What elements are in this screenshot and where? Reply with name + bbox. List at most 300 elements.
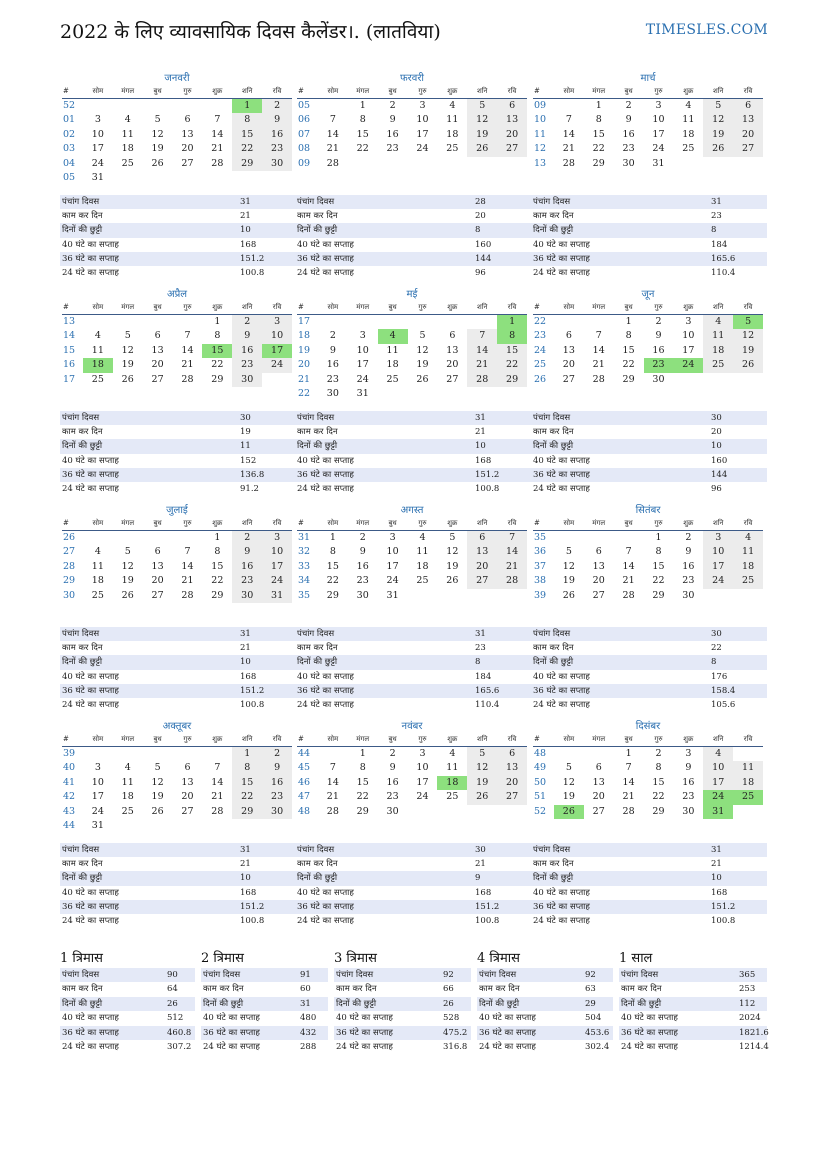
- day-cell[interactable]: 18: [437, 776, 467, 790]
- day-cell[interactable]: 17: [91, 143, 104, 155]
- day-cell[interactable]: 1: [232, 747, 262, 761]
- day-cell[interactable]: 5: [124, 546, 131, 558]
- day-cell[interactable]: 20: [181, 791, 194, 803]
- day-cell[interactable]: 11: [682, 114, 695, 126]
- day-cell[interactable]: 1: [359, 100, 366, 111]
- day-cell[interactable]: 10: [703, 545, 733, 559]
- day-cell[interactable]: 3: [262, 315, 292, 329]
- day-cell[interactable]: 11: [91, 344, 104, 356]
- day-cell[interactable]: 19: [121, 575, 134, 587]
- day-cell[interactable]: 6: [497, 99, 527, 113]
- day-cell[interactable]: 4: [703, 747, 733, 761]
- day-cell[interactable]: 27: [181, 805, 194, 817]
- day-cell[interactable]: 22: [211, 575, 224, 587]
- day-cell[interactable]: 20: [562, 359, 575, 371]
- day-cell[interactable]: 31: [91, 171, 104, 183]
- day-cell[interactable]: 25: [121, 805, 134, 817]
- day-cell[interactable]: 10: [386, 546, 399, 558]
- day-cell[interactable]: 3: [94, 762, 101, 774]
- day-cell[interactable]: 14: [211, 128, 224, 140]
- day-cell[interactable]: 9: [329, 344, 336, 356]
- day-cell[interactable]: 27: [497, 142, 527, 156]
- day-cell[interactable]: 1: [214, 532, 221, 543]
- day-cell[interactable]: 5: [703, 99, 733, 113]
- day-cell[interactable]: 6: [565, 330, 572, 342]
- day-cell[interactable]: 5: [565, 546, 572, 558]
- day-cell[interactable]: 3: [685, 316, 692, 327]
- day-cell[interactable]: 22: [652, 575, 665, 587]
- day-cell[interactable]: 14: [592, 344, 605, 356]
- day-cell[interactable]: 17: [262, 344, 292, 358]
- day-cell[interactable]: 16: [682, 560, 695, 572]
- day-cell[interactable]: 23: [232, 358, 262, 372]
- day-cell[interactable]: 13: [592, 560, 605, 572]
- day-cell[interactable]: 23: [386, 143, 399, 155]
- day-cell[interactable]: 14: [622, 560, 635, 572]
- day-cell[interactable]: 15: [652, 776, 665, 788]
- day-cell[interactable]: 22: [326, 575, 339, 587]
- day-cell[interactable]: 18: [386, 359, 399, 371]
- day-cell[interactable]: 6: [595, 546, 602, 558]
- day-cell[interactable]: 31: [386, 589, 399, 601]
- day-cell[interactable]: 27: [181, 157, 194, 169]
- day-cell[interactable]: 23: [622, 143, 635, 155]
- day-cell[interactable]: 2: [262, 99, 292, 113]
- day-cell[interactable]: 18: [121, 791, 134, 803]
- day-cell[interactable]: 29: [652, 805, 665, 817]
- day-cell[interactable]: 11: [733, 761, 763, 775]
- day-cell[interactable]: 20: [497, 128, 527, 142]
- day-cell[interactable]: 22: [592, 143, 605, 155]
- day-cell[interactable]: 28: [497, 574, 527, 588]
- day-cell[interactable]: 9: [262, 113, 292, 127]
- day-cell[interactable]: 13: [446, 344, 459, 356]
- day-cell[interactable]: 15: [232, 128, 262, 142]
- day-cell[interactable]: 2: [685, 532, 692, 543]
- day-cell[interactable]: 9: [685, 762, 692, 774]
- day-cell[interactable]: 31: [703, 805, 733, 819]
- day-cell[interactable]: 25: [703, 358, 733, 372]
- day-cell[interactable]: 18: [682, 128, 695, 140]
- day-cell[interactable]: 7: [184, 546, 191, 558]
- day-cell[interactable]: 18: [446, 128, 459, 140]
- day-cell[interactable]: 24: [91, 805, 104, 817]
- day-cell[interactable]: 24: [703, 790, 733, 804]
- day-cell[interactable]: 2: [359, 532, 366, 543]
- day-cell[interactable]: 12: [703, 113, 733, 127]
- day-cell[interactable]: 13: [467, 545, 497, 559]
- day-cell[interactable]: 12: [562, 776, 575, 788]
- day-cell[interactable]: 8: [359, 762, 366, 774]
- day-cell[interactable]: 23: [644, 358, 674, 372]
- day-cell[interactable]: 4: [124, 762, 131, 774]
- day-cell[interactable]: 5: [467, 747, 497, 761]
- day-cell[interactable]: 10: [652, 114, 665, 126]
- day-cell[interactable]: 16: [652, 344, 665, 356]
- day-cell[interactable]: 1: [232, 99, 262, 113]
- day-cell[interactable]: 28: [181, 589, 194, 601]
- day-cell[interactable]: 23: [386, 791, 399, 803]
- day-cell[interactable]: 16: [262, 776, 292, 790]
- day-cell[interactable]: 20: [592, 575, 605, 587]
- day-cell[interactable]: 4: [703, 315, 733, 329]
- day-cell[interactable]: 4: [94, 330, 101, 342]
- day-cell[interactable]: 27: [592, 805, 605, 817]
- day-cell[interactable]: 30: [356, 589, 369, 601]
- day-cell[interactable]: 9: [232, 545, 262, 559]
- day-cell[interactable]: 30: [262, 805, 292, 819]
- day-cell[interactable]: 19: [151, 791, 164, 803]
- day-cell[interactable]: 21: [181, 359, 194, 371]
- day-cell[interactable]: 29: [211, 589, 224, 601]
- day-cell[interactable]: 24: [356, 373, 369, 385]
- day-cell[interactable]: 9: [389, 114, 396, 126]
- day-cell[interactable]: 21: [211, 791, 224, 803]
- day-cell[interactable]: 8: [214, 330, 221, 342]
- day-cell[interactable]: 21: [622, 791, 635, 803]
- day-cell[interactable]: 6: [497, 747, 527, 761]
- day-cell[interactable]: 9: [389, 762, 396, 774]
- day-cell[interactable]: 6: [467, 531, 497, 545]
- day-cell[interactable]: 12: [121, 344, 134, 356]
- day-cell[interactable]: 21: [622, 575, 635, 587]
- day-cell[interactable]: 20: [467, 560, 497, 574]
- day-cell[interactable]: 10: [356, 344, 369, 356]
- day-cell[interactable]: 6: [595, 762, 602, 774]
- day-cell[interactable]: 12: [416, 344, 429, 356]
- day-cell[interactable]: 11: [446, 762, 459, 774]
- day-cell[interactable]: 4: [685, 100, 692, 111]
- day-cell[interactable]: 23: [356, 575, 369, 587]
- day-cell[interactable]: 2: [232, 315, 262, 329]
- day-cell[interactable]: 15: [211, 560, 224, 572]
- day-cell[interactable]: 8: [655, 762, 662, 774]
- day-cell[interactable]: 9: [685, 546, 692, 558]
- day-cell[interactable]: 2: [655, 748, 662, 759]
- day-cell[interactable]: 19: [467, 128, 497, 142]
- day-cell[interactable]: 31: [262, 589, 292, 603]
- day-cell[interactable]: 18: [83, 358, 113, 372]
- day-cell[interactable]: 25: [682, 143, 695, 155]
- day-cell[interactable]: 22: [232, 142, 262, 156]
- day-cell[interactable]: 23: [326, 373, 339, 385]
- day-cell[interactable]: 26: [467, 790, 497, 804]
- day-cell[interactable]: 6: [184, 762, 191, 774]
- day-cell[interactable]: 6: [184, 114, 191, 126]
- day-cell[interactable]: 12: [562, 560, 575, 572]
- day-cell[interactable]: 5: [124, 330, 131, 342]
- day-cell[interactable]: 27: [467, 574, 497, 588]
- day-cell[interactable]: 3: [703, 531, 733, 545]
- day-cell[interactable]: 27: [562, 373, 575, 385]
- day-cell[interactable]: 25: [416, 575, 429, 587]
- day-cell[interactable]: 14: [181, 560, 194, 572]
- day-cell[interactable]: 16: [262, 128, 292, 142]
- day-cell[interactable]: 22: [652, 791, 665, 803]
- day-cell[interactable]: 26: [121, 589, 134, 601]
- day-cell[interactable]: 7: [565, 114, 572, 126]
- day-cell[interactable]: 1: [595, 100, 602, 111]
- day-cell[interactable]: 28: [592, 373, 605, 385]
- day-cell[interactable]: 28: [211, 805, 224, 817]
- day-cell[interactable]: 2: [329, 330, 336, 342]
- day-cell[interactable]: 23: [262, 142, 292, 156]
- day-cell[interactable]: 3: [389, 532, 396, 543]
- day-cell[interactable]: 5: [449, 532, 456, 543]
- day-cell[interactable]: 23: [682, 575, 695, 587]
- day-cell[interactable]: 28: [326, 157, 339, 169]
- day-cell[interactable]: 12: [733, 329, 763, 343]
- day-cell[interactable]: 17: [703, 776, 733, 790]
- day-cell[interactable]: 21: [211, 143, 224, 155]
- day-cell[interactable]: 29: [326, 589, 339, 601]
- day-cell[interactable]: 16: [232, 344, 262, 358]
- day-cell[interactable]: 26: [703, 142, 733, 156]
- day-cell[interactable]: 25: [91, 373, 104, 385]
- day-cell[interactable]: 17: [262, 560, 292, 574]
- day-cell[interactable]: 30: [232, 373, 262, 387]
- day-cell[interactable]: 29: [232, 157, 262, 171]
- day-cell[interactable]: 16: [386, 128, 399, 140]
- day-cell[interactable]: 13: [151, 344, 164, 356]
- day-cell[interactable]: 19: [121, 359, 134, 371]
- day-cell[interactable]: 16: [622, 128, 635, 140]
- day-cell[interactable]: 14: [622, 776, 635, 788]
- day-cell[interactable]: 26: [562, 589, 575, 601]
- day-cell[interactable]: 16: [356, 560, 369, 572]
- day-cell[interactable]: 16: [386, 776, 399, 788]
- day-cell[interactable]: 2: [625, 100, 632, 111]
- day-cell[interactable]: 25: [446, 143, 459, 155]
- day-cell[interactable]: 3: [419, 748, 426, 759]
- day-cell[interactable]: 12: [467, 113, 497, 127]
- day-cell[interactable]: 28: [562, 157, 575, 169]
- day-cell[interactable]: 2: [389, 100, 396, 111]
- day-cell[interactable]: 19: [151, 143, 164, 155]
- day-cell[interactable]: 25: [446, 791, 459, 803]
- day-cell[interactable]: 21: [562, 143, 575, 155]
- day-cell[interactable]: 14: [467, 344, 497, 358]
- day-cell[interactable]: 18: [733, 560, 763, 574]
- day-cell[interactable]: 26: [554, 805, 584, 819]
- day-cell[interactable]: 29: [592, 157, 605, 169]
- day-cell[interactable]: 15: [592, 128, 605, 140]
- day-cell[interactable]: 17: [91, 791, 104, 803]
- day-cell[interactable]: 3: [359, 330, 366, 342]
- site-brand[interactable]: TIMESLES.COM: [645, 22, 768, 38]
- day-cell[interactable]: 12: [151, 128, 164, 140]
- day-cell[interactable]: 26: [151, 805, 164, 817]
- day-cell[interactable]: 5: [467, 99, 497, 113]
- day-cell[interactable]: 8: [359, 114, 366, 126]
- day-cell[interactable]: 14: [326, 128, 339, 140]
- day-cell[interactable]: 10: [703, 761, 733, 775]
- day-cell[interactable]: 10: [682, 330, 695, 342]
- day-cell[interactable]: 22: [356, 143, 369, 155]
- day-cell[interactable]: 14: [326, 776, 339, 788]
- day-cell[interactable]: 11: [703, 329, 733, 343]
- day-cell[interactable]: 20: [446, 359, 459, 371]
- day-cell[interactable]: 4: [733, 531, 763, 545]
- day-cell[interactable]: 5: [419, 330, 426, 342]
- day-cell[interactable]: 5: [733, 315, 763, 329]
- day-cell[interactable]: 6: [449, 330, 456, 342]
- day-cell[interactable]: 15: [356, 128, 369, 140]
- day-cell[interactable]: 4: [449, 748, 456, 759]
- day-cell[interactable]: 11: [446, 114, 459, 126]
- day-cell[interactable]: 4: [419, 532, 426, 543]
- day-cell[interactable]: 10: [262, 329, 292, 343]
- day-cell[interactable]: 10: [91, 128, 104, 140]
- day-cell[interactable]: 10: [416, 114, 429, 126]
- day-cell[interactable]: 18: [733, 776, 763, 790]
- day-cell[interactable]: 8: [497, 329, 527, 343]
- day-cell[interactable]: 21: [326, 143, 339, 155]
- day-cell[interactable]: 27: [592, 589, 605, 601]
- day-cell[interactable]: 31: [91, 819, 104, 831]
- day-cell[interactable]: 30: [622, 157, 635, 169]
- day-cell[interactable]: 8: [232, 761, 262, 775]
- day-cell[interactable]: 12: [467, 761, 497, 775]
- day-cell[interactable]: 29: [211, 373, 224, 385]
- day-cell[interactable]: 5: [154, 762, 161, 774]
- day-cell[interactable]: 24: [262, 358, 292, 372]
- day-cell[interactable]: 14: [562, 128, 575, 140]
- day-cell[interactable]: 2: [389, 748, 396, 759]
- day-cell[interactable]: 3: [419, 100, 426, 111]
- day-cell[interactable]: 27: [446, 373, 459, 385]
- day-cell[interactable]: 22: [356, 791, 369, 803]
- day-cell[interactable]: 4: [449, 100, 456, 111]
- day-cell[interactable]: 26: [446, 575, 459, 587]
- day-cell[interactable]: 13: [733, 113, 763, 127]
- day-cell[interactable]: 1: [214, 316, 221, 327]
- day-cell[interactable]: 20: [151, 359, 164, 371]
- day-cell[interactable]: 1: [655, 532, 662, 543]
- day-cell[interactable]: 11: [733, 545, 763, 559]
- day-cell[interactable]: 23: [232, 574, 262, 588]
- day-cell[interactable]: 3: [262, 531, 292, 545]
- day-cell[interactable]: 16: [326, 359, 339, 371]
- day-cell[interactable]: 13: [592, 776, 605, 788]
- day-cell[interactable]: 9: [262, 761, 292, 775]
- day-cell[interactable]: 28: [211, 157, 224, 169]
- day-cell[interactable]: 19: [703, 128, 733, 142]
- day-cell[interactable]: 26: [733, 358, 763, 372]
- day-cell[interactable]: 22: [622, 359, 635, 371]
- day-cell[interactable]: 9: [625, 114, 632, 126]
- day-cell[interactable]: 19: [562, 575, 575, 587]
- day-cell[interactable]: 7: [625, 762, 632, 774]
- day-cell[interactable]: 25: [733, 790, 763, 804]
- day-cell[interactable]: 2: [655, 316, 662, 327]
- day-cell[interactable]: 12: [121, 560, 134, 572]
- day-cell[interactable]: 24: [652, 143, 665, 155]
- day-cell[interactable]: 24: [416, 143, 429, 155]
- day-cell[interactable]: 14: [211, 776, 224, 788]
- day-cell[interactable]: 28: [622, 805, 635, 817]
- day-cell[interactable]: 6: [154, 546, 161, 558]
- day-cell[interactable]: 7: [184, 330, 191, 342]
- day-cell[interactable]: 8: [232, 113, 262, 127]
- day-cell[interactable]: 17: [416, 128, 429, 140]
- day-cell[interactable]: 8: [329, 546, 336, 558]
- day-cell[interactable]: 1: [329, 532, 336, 543]
- day-cell[interactable]: 21: [497, 560, 527, 574]
- day-cell[interactable]: 22: [232, 790, 262, 804]
- day-cell[interactable]: 12: [446, 546, 459, 558]
- day-cell[interactable]: 11: [91, 560, 104, 572]
- day-cell[interactable]: 19: [562, 791, 575, 803]
- day-cell[interactable]: 22: [497, 358, 527, 372]
- day-cell[interactable]: 15: [326, 560, 339, 572]
- day-cell[interactable]: 26: [121, 373, 134, 385]
- day-cell[interactable]: 17: [356, 359, 369, 371]
- day-cell[interactable]: 17: [652, 128, 665, 140]
- day-cell[interactable]: 10: [91, 776, 104, 788]
- day-cell[interactable]: 25: [121, 157, 134, 169]
- day-cell[interactable]: 30: [262, 157, 292, 171]
- day-cell[interactable]: 29: [652, 589, 665, 601]
- day-cell[interactable]: 29: [497, 373, 527, 387]
- day-cell[interactable]: 18: [703, 344, 733, 358]
- day-cell[interactable]: 24: [262, 574, 292, 588]
- day-cell[interactable]: 27: [151, 589, 164, 601]
- day-cell[interactable]: 19: [416, 359, 429, 371]
- day-cell[interactable]: 6: [733, 99, 763, 113]
- day-cell[interactable]: 14: [181, 344, 194, 356]
- day-cell[interactable]: 21: [467, 358, 497, 372]
- day-cell[interactable]: 27: [733, 142, 763, 156]
- day-cell[interactable]: 18: [121, 143, 134, 155]
- day-cell[interactable]: 15: [652, 560, 665, 572]
- day-cell[interactable]: 20: [733, 128, 763, 142]
- day-cell[interactable]: 8: [625, 330, 632, 342]
- day-cell[interactable]: 20: [181, 143, 194, 155]
- day-cell[interactable]: 13: [151, 560, 164, 572]
- day-cell[interactable]: 13: [181, 776, 194, 788]
- day-cell[interactable]: 11: [386, 344, 399, 356]
- day-cell[interactable]: 1: [497, 315, 527, 329]
- day-cell[interactable]: 13: [562, 344, 575, 356]
- day-cell[interactable]: 15: [356, 776, 369, 788]
- day-cell[interactable]: 2: [262, 747, 292, 761]
- day-cell[interactable]: 24: [386, 575, 399, 587]
- day-cell[interactable]: 11: [416, 546, 429, 558]
- day-cell[interactable]: 26: [467, 142, 497, 156]
- day-cell[interactable]: 28: [181, 373, 194, 385]
- day-cell[interactable]: 24: [673, 358, 703, 372]
- day-cell[interactable]: 6: [154, 330, 161, 342]
- day-cell[interactable]: 13: [181, 128, 194, 140]
- day-cell[interactable]: 4: [378, 329, 408, 343]
- day-cell[interactable]: 29: [356, 805, 369, 817]
- day-cell[interactable]: 15: [497, 344, 527, 358]
- day-cell[interactable]: 24: [91, 157, 104, 169]
- day-cell[interactable]: 7: [329, 114, 336, 126]
- day-cell[interactable]: 15: [202, 344, 232, 358]
- day-cell[interactable]: 27: [151, 373, 164, 385]
- day-cell[interactable]: 15: [622, 344, 635, 356]
- day-cell[interactable]: 4: [94, 546, 101, 558]
- day-cell[interactable]: 19: [467, 776, 497, 790]
- day-cell[interactable]: 28: [622, 589, 635, 601]
- day-cell[interactable]: 8: [214, 546, 221, 558]
- day-cell[interactable]: 17: [682, 344, 695, 356]
- day-cell[interactable]: 4: [124, 114, 131, 126]
- day-cell[interactable]: 18: [416, 560, 429, 572]
- day-cell[interactable]: 20: [151, 575, 164, 587]
